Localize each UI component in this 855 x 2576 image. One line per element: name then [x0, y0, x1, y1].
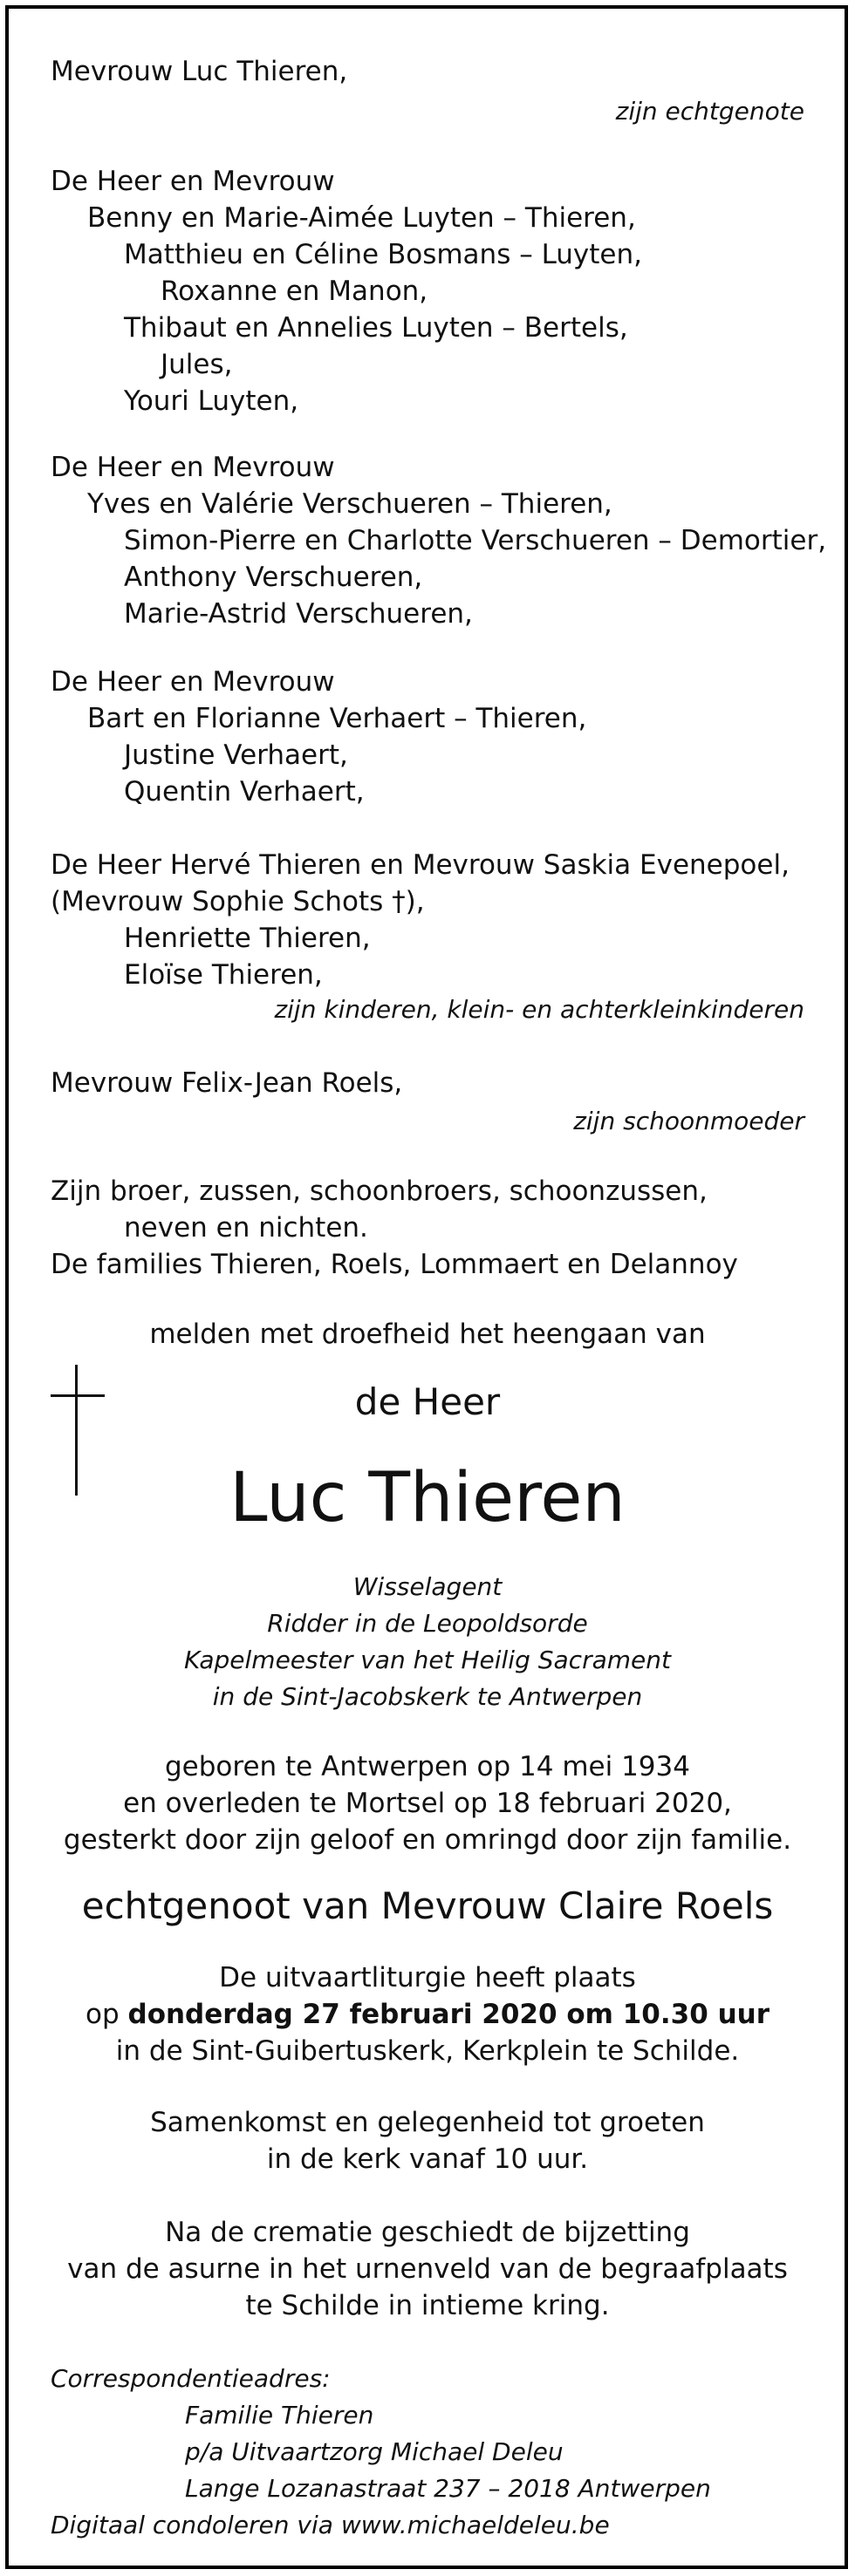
family2-line: Anthony Verschueren, — [124, 562, 423, 593]
siblings-line: De families Thieren, Roels, Lommaert en Delannoy — [51, 1249, 738, 1280]
burial-line: van de asurne in het urnenveld van de begraafplaats — [67, 2253, 788, 2285]
funeral-op: op — [85, 1999, 120, 2030]
mother-in-law-name: Mevrouw Felix-Jean Roels, — [51, 1067, 403, 1099]
family1-line: Roxanne en Manon, — [161, 276, 428, 307]
family4-header: De Heer Hervé Thieren en Mevrouw Saskia Evenepoel, — [51, 849, 790, 881]
spouse-line: echtgenoot van Mevrouw Claire Roels — [81, 1884, 774, 1927]
wife-name: Mevrouw Luc Thieren, — [51, 56, 348, 87]
online-condolence: Digitaal condoleren via www.michaeldeleu.be — [51, 2511, 610, 2539]
life-line: en overleden te Mortsel op 18 februari 2020, — [123, 1788, 732, 1819]
family1-line: Jules, — [161, 349, 233, 380]
announce-text: melden met droefheid het heengaan van — [149, 1319, 706, 1350]
gathering-line: Samenkomst en gelegenheid tot groeten — [150, 2107, 705, 2138]
funeral-line: De uitvaartliturgie heeft plaats — [219, 1962, 636, 1993]
correspondence-line: p/a Uitvaartzorg Michael Deleu — [185, 2437, 564, 2466]
function-line: Wisselagent — [352, 1572, 503, 1601]
gathering-line: in de kerk vanaf 10 uur. — [266, 2143, 589, 2175]
deceased-title: de Heer — [354, 1380, 501, 1423]
family1-line: Youri Luyten, — [124, 385, 299, 417]
family1-line: Benny en Marie-Aimée Luyten – Thieren, — [87, 202, 636, 234]
family3-line: Justine Verhaert, — [124, 739, 348, 771]
family4-line: Eloïse Thieren, — [124, 959, 323, 991]
family3-line: Quentin Verhaert, — [124, 776, 365, 808]
siblings-line: neven en nichten. — [124, 1212, 368, 1244]
family2-line: Marie-Astrid Verschueren, — [124, 598, 473, 630]
correspondence-line: Lange Lozanastraat 237 – 2018 Antwerpen — [185, 2474, 711, 2503]
correspondence-label: Correspondentieadres: — [51, 2364, 331, 2393]
family2-line: Yves en Valérie Verschueren – Thieren, — [87, 488, 612, 520]
family3-line: Bart en Florianne Verhaert – Thieren, — [87, 703, 587, 734]
mother-in-law-role: zijn schoonmoeder — [573, 1107, 804, 1135]
family2-line: Simon-Pierre en Charlotte Verschueren – Demortier, — [124, 525, 827, 556]
wife-role: zijn echtgenote — [615, 97, 804, 126]
family2-header: De Heer en Mevrouw — [51, 452, 335, 483]
life-line: gesterkt door zijn geloof en omringd door zijn familie. — [63, 1824, 792, 1856]
family4-line: (Mevrouw Sophie Schots †), — [51, 886, 425, 917]
family1-line: Matthieu en Céline Bosmans – Luyten, — [124, 239, 643, 270]
burial-line: Na de crematie geschiedt de bijzetting — [165, 2217, 690, 2248]
family4-role: zijn kinderen, klein- en achterkleinkinderen — [274, 995, 804, 1024]
family1-line: Thibaut en Annelies Luyten – Bertels, — [124, 312, 628, 344]
funeral-date-line — [0, 1997, 855, 2032]
family1-header: De Heer en Mevrouw — [51, 166, 335, 197]
function-line: Kapelmeester van het Heilig Sacrament — [184, 1646, 671, 1674]
function-line: Ridder in de Leopoldsorde — [267, 1609, 588, 1638]
function-line: in de Sint-Jacobskerk te Antwerpen — [212, 1682, 643, 1711]
deceased-name: Luc Thieren — [229, 1459, 626, 1537]
family3-header: De Heer en Mevrouw — [51, 666, 335, 698]
correspondence-line: Familie Thieren — [185, 2401, 374, 2429]
siblings-line: Zijn broer, zussen, schoonbroers, schoonzussen, — [51, 1176, 708, 1207]
funeral-date: donderdag 27 februari 2020 om 10.30 uur — [127, 1999, 770, 2030]
burial-line: te Schilde in intieme kring. — [245, 2290, 610, 2321]
funeral-line: in de Sint-Guibertuskerk, Kerkplein te Schilde. — [115, 2035, 740, 2067]
family4-line: Henriette Thieren, — [124, 923, 371, 954]
life-line: geboren te Antwerpen op 14 mei 1934 — [165, 1751, 690, 1782]
